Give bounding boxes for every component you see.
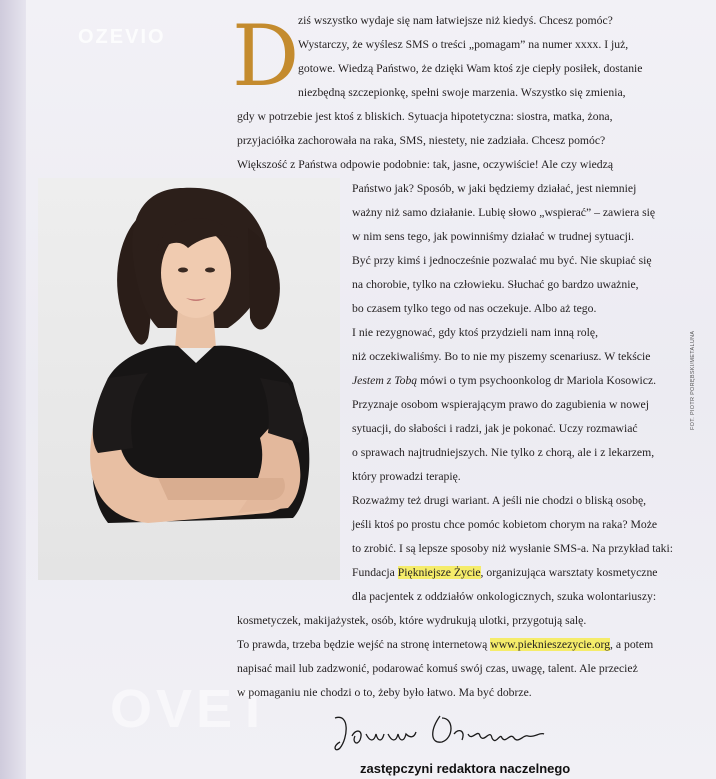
text-line: I nie rezygnować, gdy ktoś przydzieli nam inną rolę,: [352, 326, 599, 339]
text-line: o sprawach najtrudniejszych. Nie tylko z chorą, ale i z lekarzem,: [352, 446, 655, 459]
text-line: gdy w potrzebie jest ktoś z bliskich. Sytuacja hipotetyczna: siostra, matka, żona,: [237, 110, 613, 123]
author-role: zastępczyni redaktora naczelnego: [360, 761, 571, 776]
portrait-illustration: [38, 178, 340, 580]
text-line: jeśli ktoś po prostu chce pomóc kobietom chorym na raka? Może: [352, 518, 658, 531]
text-line: ważny niż samo działanie. Lubię słowo „wspierać” – zawiera się: [352, 206, 656, 219]
text-line: Rozważmy też drugi wariant. A jeśli nie chodzi o bliską osobę,: [352, 494, 647, 507]
drop-cap: D: [232, 7, 300, 105]
text-line: w pomaganiu nie chodzi o to, żeby było łatwo. Ma być dobrze.: [237, 686, 532, 699]
text-line: sytuacji, do słabości i radzi, jak je pokonać. Uczy rozmawiać: [352, 422, 638, 435]
text-line: Państwo jak? Sposób, w jaki będziemy działać, jest niemniej: [352, 182, 637, 195]
text-line: Przyznaje osobom wspierającym prawo do zagubienia w nowej: [352, 398, 649, 411]
foundation-name-highlight: Piękniejsze Życie: [397, 566, 481, 579]
text-line: to zrobić. I są lepsze sposoby niż wysłanie SMS-a. Na przykład taki:: [352, 542, 674, 555]
text-line-start: To prawda, trzeba będzie wejść na stronę internetową: [237, 638, 488, 651]
text-line: w nim sens tego, jak powinniśmy działać w trudnej sytuacji.: [352, 230, 635, 243]
portrait-photo: [38, 178, 340, 580]
text-line: przyjaciółka zachorowała na raka, SMS, niestety, nie zadziała. Chcesz pomóc?: [237, 134, 606, 147]
text-line-rest: mówi o tym psychoonkolog dr Mariola Kosowicz.: [420, 374, 657, 387]
text-line: niezbędną szczepionkę, spełni swoje marzenia. Wszystko się zmienia,: [298, 86, 626, 99]
text-line: [237, 638, 653, 652]
background-watermark-text: OVET: [110, 679, 274, 739]
text-line: [352, 374, 656, 388]
text-line: ziś wszystko wydaje się nam łatwiejsze niż kiedyś. Chcesz pomóc?: [298, 14, 613, 27]
text-line: który prowadzi terapię.: [352, 470, 461, 483]
handwritten-signature: [330, 708, 560, 758]
text-line: Być przy kimś i jednocześnie pozwalać mu być. Nie skupiać się: [352, 254, 652, 267]
page-edge-decoration: [0, 0, 26, 779]
background-logo-text: OZEVIO: [78, 26, 166, 48]
text-line: kosmetyczek, makijażystek, osób, które wydrukują ulotki, przygotują salę.: [237, 614, 587, 627]
text-line: Wystarczy, że wyślesz SMS o treści „pomagam” na numer xxxx. I już,: [298, 38, 629, 51]
text-line: Większość z Państwa odpowie podobnie: tak, jasne, oczywiście! Ale czy wiedzą: [237, 158, 614, 171]
text-line-rest: , a potem: [610, 638, 654, 651]
text-line-start: Fundacja: [352, 566, 395, 579]
text-line: [352, 566, 658, 580]
article-title: Jestem z Tobą: [352, 374, 418, 387]
website-link[interactable]: www.pieknieszezycie.org: [490, 638, 611, 651]
text-line: gotowe. Wiedzą Państwo, że dzięki Wam ktoś zje ciepły posiłek, dostanie: [298, 62, 643, 75]
text-line: napisać mail lub zadzwonić, podarować komuś swój czas, uwagę, talent. Ale przecież: [237, 662, 638, 675]
text-line: dla pacjentek z oddziałów onkologicznych, szuka wolontariuszy:: [352, 590, 657, 603]
text-line: bo czasem tylko tego od nas oczekuje. Albo aż tego.: [352, 302, 597, 315]
text-line: niż oczekiwaliśmy. Bo to nie my piszemy scenariusz. W tekście: [352, 350, 651, 363]
text-line: na chorobie, tylko na człowieku. Słuchać go bardzo uważnie,: [352, 278, 639, 291]
photo-credit: FOT. PIOTR PORĘBSKI/METALUNA: [690, 330, 696, 430]
text-line-rest: , organizująca warsztaty kosmetyczne: [480, 566, 658, 579]
